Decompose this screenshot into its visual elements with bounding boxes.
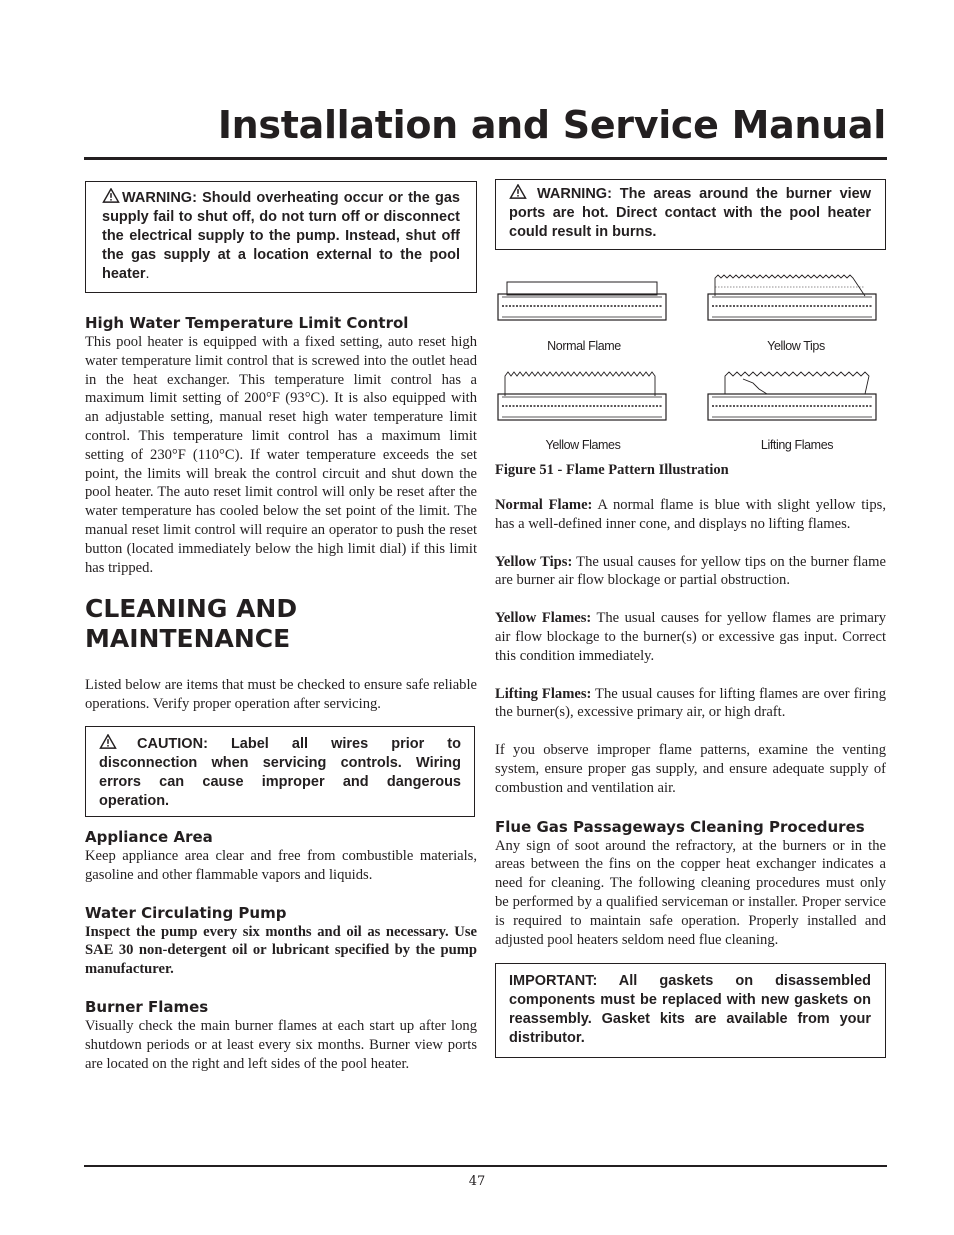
- yellow-flames-text: The usual causes for yellow flames are primary air flow blockage to the burner(s) or excessive gas input. Correct this condition immediately.: [495, 610, 887, 664]
- hot-warning-keyword: WARNING: [537, 186, 608, 202]
- cleaning-heading-line1: CLEANING AND: [85, 594, 298, 624]
- burner-flames-heading: Burner Flames: [85, 997, 209, 1016]
- cleaning-heading-line2: MAINTENANCE: [85, 624, 291, 654]
- lifting-flames-description: [495, 685, 886, 723]
- yellow-flames-drawing: [498, 372, 666, 420]
- left-column: [85, 178, 477, 1073]
- hot-warning-box: [495, 179, 886, 250]
- right-column: [495, 178, 886, 1058]
- warning-keyword: WARNING: [122, 190, 193, 206]
- yellow-tips-text: The usual causes for yellow tips on the burner flame are burner air flow blockage or partial obstruction.: [495, 553, 886, 589]
- flame-pattern-figure: [495, 272, 886, 458]
- flue-gas-heading: Flue Gas Passageways Cleaning Procedures: [495, 817, 865, 836]
- hot-warning-text: : The areas around the burner view ports are hot. Direct contact with the pool heater could result in burns.: [509, 186, 871, 240]
- important-box: [495, 963, 886, 1058]
- warning-text: : Should overheating occur or the gas supply fail to shut off, do not turn off or disconnect the electrical supply to the pump. Instead, shut off the gas supply at a location external to the pool heater: [102, 190, 460, 282]
- normal-flame-drawing: [498, 282, 666, 320]
- yellow-flames-label: Yellow Flames: [545, 438, 621, 452]
- warning-triangle-icon: [509, 184, 527, 199]
- water-pump-body: Inspect the pump every six months and oil as necessary. Use SAE 30 non-detergent oil or lubricant specified by the pump manufacturer.: [85, 923, 477, 978]
- burner-flames-body: Visually check the main burner flames at each start up after long shutdown periods or at least every six months. Burner view ports are located on the right and left sides of the pool heater.: [85, 1017, 477, 1072]
- overheat-warning-box: [85, 181, 477, 293]
- cleaning-heading: [85, 594, 477, 654]
- normal-flame-text: A normal flame is blue with slight yellow tips, has a well-defined inner cone, and displays no lifting flames.: [495, 497, 886, 532]
- footer-rule: [84, 1165, 887, 1167]
- warning-end: .: [145, 266, 150, 282]
- caution-keyword: CAUTION: [137, 735, 204, 752]
- normal-flame-label: Normal Flame: [547, 339, 621, 353]
- lifting-flames-text: The usual causes for lifting flames are over firing the burner(s), excessive primary air, or high draft.: [495, 685, 886, 721]
- important-text: IMPORTANT: All gaskets on disassembled components must be replaced with new gaskets on reassembly. Gasket kits are available from your distributor.: [509, 973, 871, 1047]
- lifting-flames-label: Lifting Flames: [760, 438, 834, 452]
- warning-triangle-icon: [102, 188, 120, 203]
- yellow-flames-description: [495, 609, 886, 665]
- page-number: 47: [468, 1174, 486, 1189]
- appliance-area-body: Keep appliance area clear and free from combustible materials, gasoline and other flammable vapors and liquids.: [85, 847, 477, 883]
- water-pump-heading: Water Circulating Pump: [85, 903, 287, 922]
- high-limit-body: This pool heater is equipped with a fixed setting, auto reset high water temperature limit control that is screwed into the outlet head in the heat exchanger. This temperature limit control has a maximum limit setting of 200°F (93°C). It is also equipped with an adjustable setting, manual reset high water temperature limit control. This temperature limit control has a maximum limit setting of 230°F (110°C). If water temperature exceeds the set point, the limits will break the control circuit and shut down the pool heater. The auto reset limit control will only be reset after the water temperature has cooled below the set point of the limit. The manual reset limit control will require an operator to push the reset button (located immediately below the high limit dial) if this limit has tripped.: [85, 334, 477, 576]
- flame-diagrams: [495, 272, 886, 458]
- header-rule: [84, 157, 887, 160]
- yellow-tips-description: [495, 553, 886, 591]
- high-limit-heading: High Water Temperature Limit Control: [85, 314, 409, 332]
- normal-flame-description: [495, 496, 886, 534]
- improper-flame-paragraph: If you observe improper flame patterns, examine the venting system, ensure proper gas supply, and ensure adequate supply of combustion and ventilation air.: [495, 742, 886, 796]
- yellow-flames-term: Yellow Flames:: [495, 610, 592, 627]
- yellow-tips-label: Yellow Tips: [767, 339, 825, 353]
- yellow-tips-drawing: [708, 275, 876, 320]
- caution-text: : Label all wires prior to disconnection when servicing controls. Wiring errors can cause improper and dangerous operation.: [99, 735, 461, 809]
- yellow-tips-term: Yellow Tips:: [495, 553, 573, 570]
- caution-triangle-icon: [99, 734, 117, 749]
- caution-box: [85, 726, 475, 817]
- lifting-flames-drawing: [708, 372, 876, 420]
- page-title: Installation and Service Manual: [217, 103, 886, 147]
- lifting-flames-term: Lifting Flames:: [495, 685, 592, 702]
- appliance-area-heading: Appliance Area: [85, 827, 213, 846]
- normal-flame-term: Normal Flame:: [495, 497, 593, 513]
- flue-gas-body: Any sign of soot around the refractory, at the burners or in the areas between the fins on the copper heat exchanger indicates a need for cleaning. The following cleaning procedures must only be performed by a qualified serviceman or installer. Proper service is required to maintain safe operation. Properly installed and adjusted pool heaters seldom need flue cleaning.: [495, 837, 886, 948]
- cleaning-intro: Listed below are items that must be checked to ensure safe reliable operations. Verify proper operation after servicing.: [85, 677, 477, 713]
- figure-caption: Figure 51 - Flame Pattern Illustration: [495, 462, 729, 478]
